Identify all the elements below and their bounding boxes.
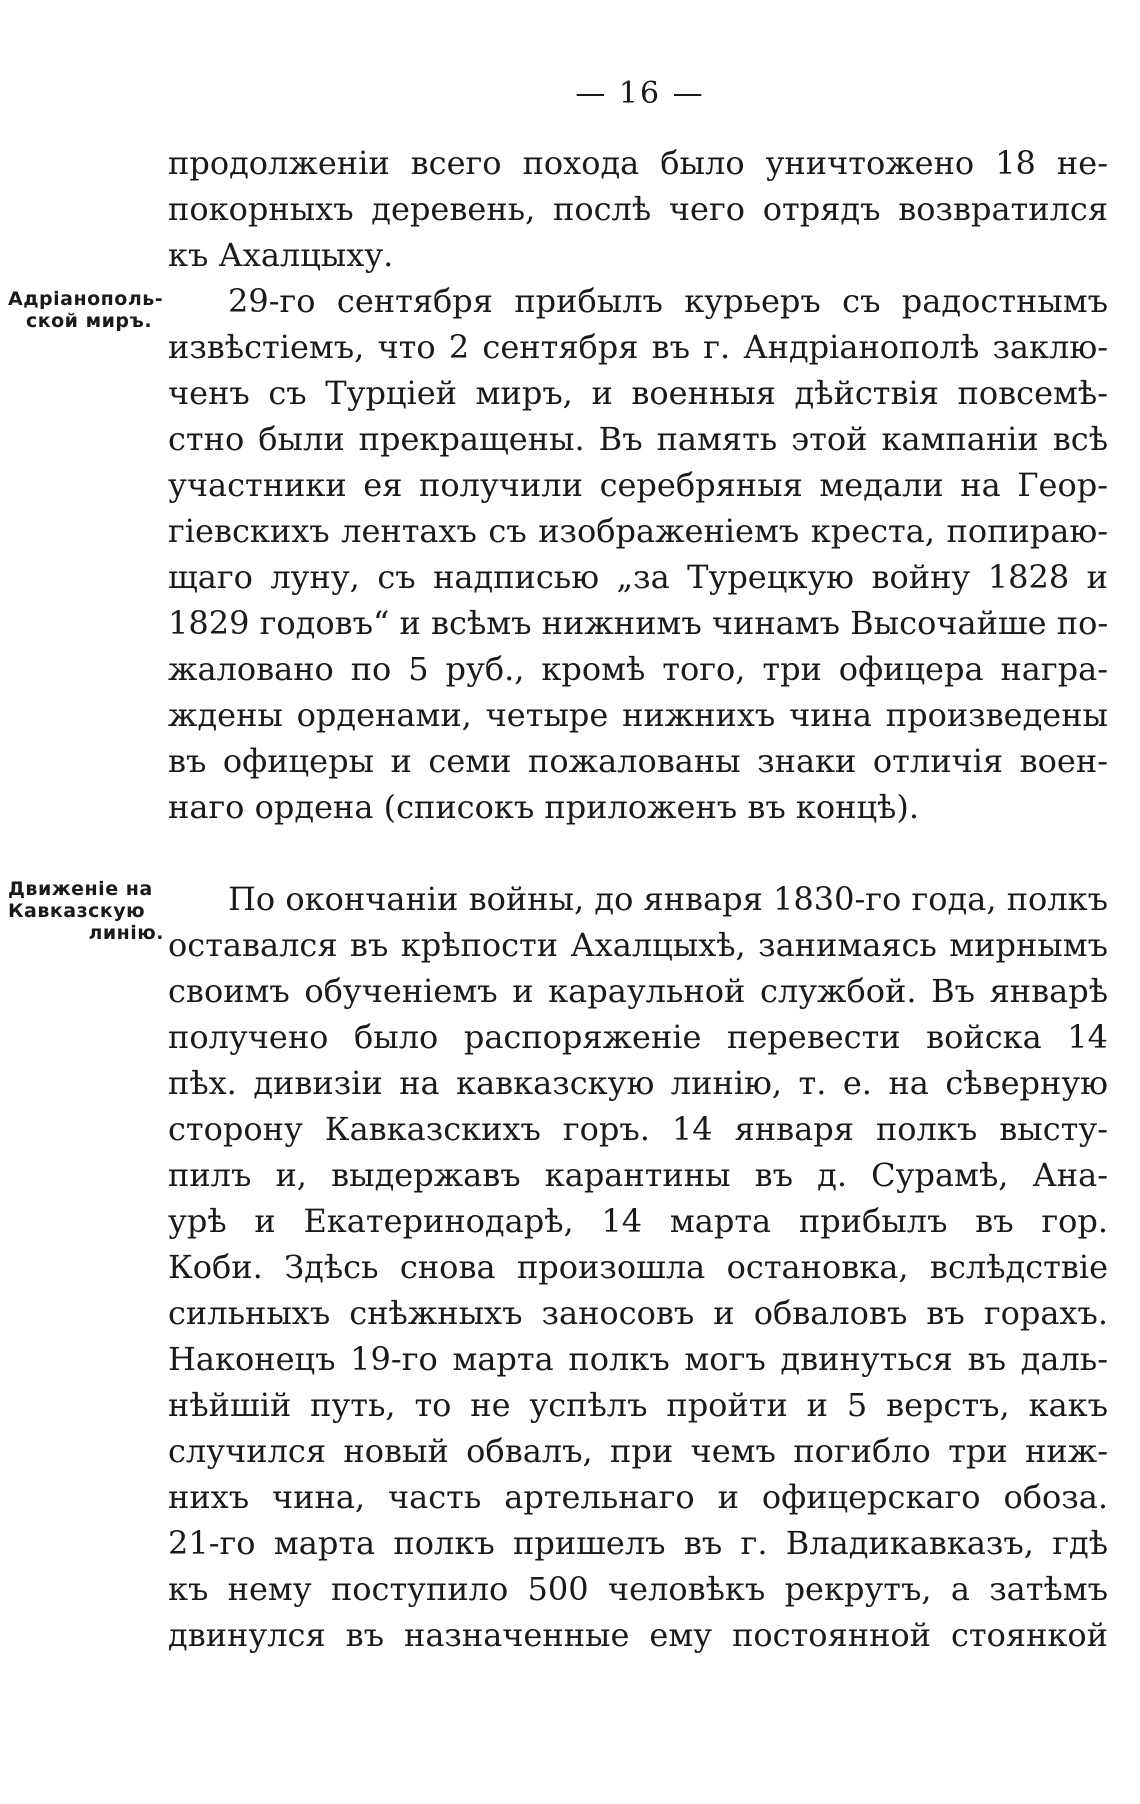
paragraph-2 xyxy=(168,278,1108,830)
text-line: оставался въ крѣпости Ахалцыхѣ, занимаясь мирнымъ xyxy=(168,926,1108,964)
margin-note-line: ской миръ. xyxy=(25,310,153,332)
text-line: двинулся въ назначенные ему постоянной стоянкой xyxy=(168,1616,1108,1654)
text-line: въ офицеры и семи пожалованы знаки отличія воен- xyxy=(168,742,1108,780)
margin-note-line: линію. xyxy=(88,922,164,944)
text-line: получено было распоряженіе перевести войска 14 xyxy=(168,1018,1108,1056)
text-line: пилъ и, выдержавъ карантины въ д. Сурамѣ, Ана- xyxy=(168,1156,1108,1194)
text-line: участники ея получили серебряныя медали на Геор- xyxy=(168,466,1108,504)
text-line: ченъ съ Турціей миръ, и военныя дѣйствія повсемѣ- xyxy=(168,374,1108,412)
text-line: пѣх. дивизіи на кавказскую линію, т. е. на сѣверную xyxy=(168,1064,1108,1102)
page-number: — 16 — xyxy=(575,76,705,111)
margin-note-caucasus-movement xyxy=(8,878,170,944)
text-line: наго ордена (списокъ приложенъ въ концѣ). xyxy=(168,788,919,826)
text-line: жаловано по 5 руб., кромѣ того, три офицера награ- xyxy=(168,650,1108,688)
text-line: къ Ахалцыху. xyxy=(168,236,394,274)
margin-note-adrianople-peace xyxy=(8,288,170,332)
margin-note-line: Движеніе на xyxy=(8,878,153,900)
text-line: урѣ и Екатеринодарѣ, 14 марта прибылъ въ гор. xyxy=(168,1202,1108,1240)
text-line: къ нему поступило 500 человѣкъ рекрутъ, а затѣмъ xyxy=(168,1570,1108,1608)
text-line: ждены орденами, четыре нижнихъ чина произведены xyxy=(168,696,1108,734)
margin-note-line: Адріанополь- xyxy=(8,288,164,310)
text-line: Наконецъ 19-го марта полкъ могъ двинуться въ даль- xyxy=(168,1340,1108,1378)
text-line: гіевскихъ лентахъ съ изображеніемъ креста, попираю- xyxy=(168,512,1108,550)
text-line: продолженіи всего похода было уничтожено 18 не- xyxy=(168,144,1108,182)
text-line: извѣстіемъ, что 2 сентября въ г. Андріанополѣ заклю- xyxy=(168,328,1108,366)
text-line: 1829 годовъ“ и всѣмъ нижнимъ чинамъ Высочайше по- xyxy=(168,604,1108,642)
text-line: щаго луну, съ надписью „за Турецкую войну 1828 и xyxy=(168,558,1108,596)
text-line: случился новый обвалъ, при чемъ погибло три ниж- xyxy=(168,1432,1108,1470)
text-line: стно были прекращены. Въ память этой кампаніи всѣ xyxy=(168,420,1108,458)
text-line: сильныхъ снѣжныхъ заносовъ и обваловъ въ горахъ. xyxy=(168,1294,1108,1332)
text-line: нихъ чина, часть артельнаго и офицерскаго обоза. xyxy=(168,1478,1108,1516)
text-line: По окончаніи войны, до января 1830-го года, полкъ xyxy=(228,880,1108,918)
text-line: покорныхъ деревень, послѣ чего отрядъ возвратился xyxy=(168,190,1108,228)
text-line: своимъ обученіемъ и караульной службой. Въ январѣ xyxy=(168,972,1108,1010)
margin-note-line: Кавказскую xyxy=(8,900,146,922)
paragraph-3 xyxy=(168,876,1108,1658)
text-line: 21-го марта полкъ пришелъ въ г. Владикавказъ, гдѣ xyxy=(168,1524,1108,1562)
paragraph-1 xyxy=(168,140,1108,278)
text-line: Коби. Здѣсь снова произошла остановка, вслѣдствіе xyxy=(168,1248,1108,1286)
text-line: 29-го сентября прибылъ курьеръ съ радостнымъ xyxy=(228,282,1108,320)
text-line: нѣйшій путь, то не успѣлъ пройти и 5 верстъ, какъ xyxy=(168,1386,1108,1424)
text-line: сторону Кавказскихъ горъ. 14 января полкъ высту- xyxy=(168,1110,1108,1148)
